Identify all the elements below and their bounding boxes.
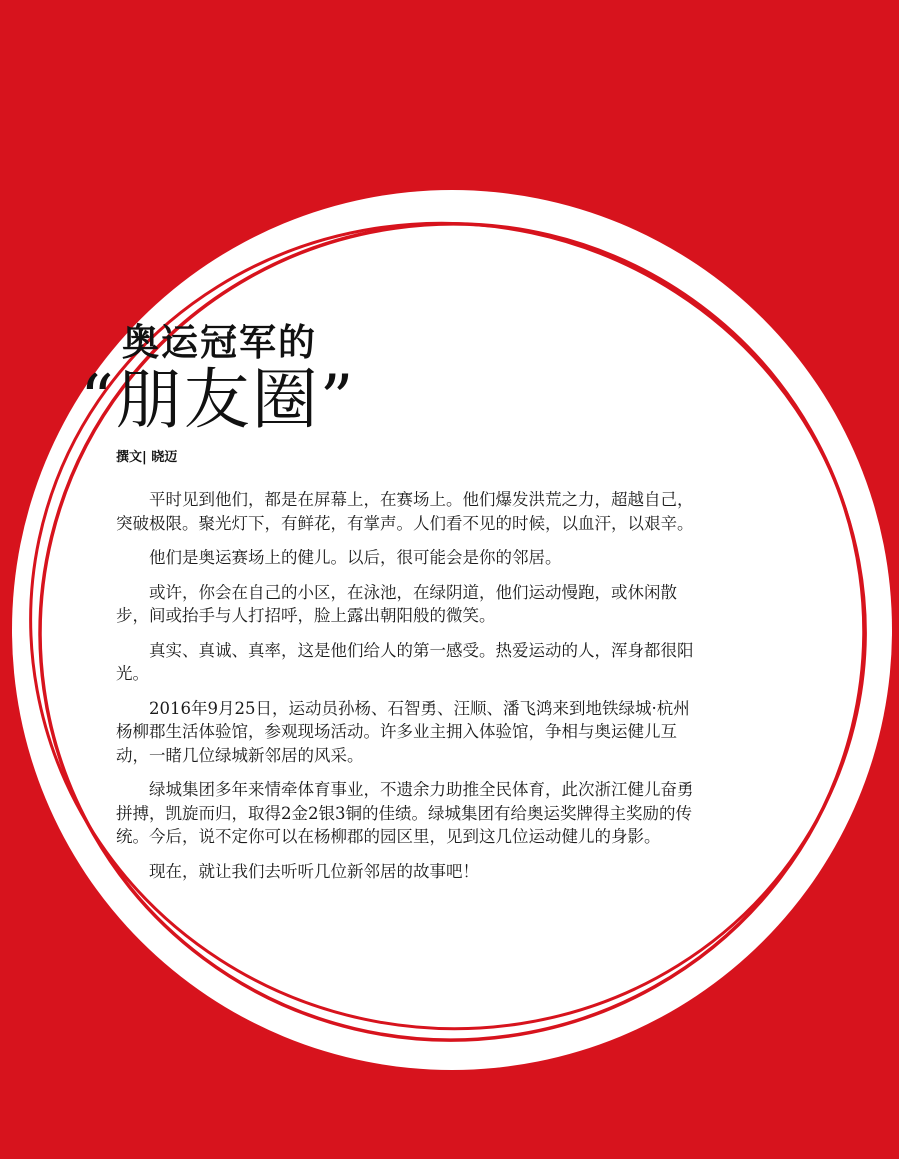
paragraph: 现在，就让我们去听听几位新邻居的故事吧！ bbox=[149, 861, 479, 881]
paragraph: 2016年9月25日，运动员孙杨、石智勇、汪顺、潘飞鸿来到地铁绿城·杭州杨柳郡生活体验馆，参观现场活动。许多业主拥入体验馆，争相与奥运健儿互动，一睹几位绿城新邻居的风采。 bbox=[116, 698, 690, 765]
paragraph: 绿城集团多年来情牵体育事业，不遗余力助推全民体育，此次浙江健儿奋勇拼搏，凯旋而归，取得2金2银3铜的佳绩。绿城集团有给奥运奖牌得主奖励的传统。今后，说不定你可以在杨柳郡的园区里，见到这几位运动健儿的身影。 bbox=[116, 780, 694, 846]
paragraph: 或许，你会在自己的小区，在泳池，在绿阴道，他们运动慢跑，或休闲散步，间或抬手与人打招呼，脸上露出朝阳般的微笑。 bbox=[116, 582, 677, 625]
paragraph: 平时见到他们，都是在屏幕上，在赛场上。他们爆发洪荒之力，超越自己，突破极限。聚光灯下，有鲜花，有掌声。人们看不见的时候，以血汗，以艰辛。 bbox=[116, 490, 694, 533]
article-body bbox=[116, 488, 696, 894]
byline: 撰文| 晓迈 bbox=[116, 450, 178, 465]
title-line-1: 奥运冠军的 bbox=[122, 320, 317, 364]
paragraph: 他们是奥运赛场上的健儿。以后，很可能会是你的邻居。 bbox=[149, 548, 562, 567]
title-line-2: “朋友圈” bbox=[80, 361, 356, 438]
paragraph: 真实、真诚、真率，这是他们给人的第一感受。热爱运动的人，浑身都很阳光。 bbox=[116, 640, 694, 683]
